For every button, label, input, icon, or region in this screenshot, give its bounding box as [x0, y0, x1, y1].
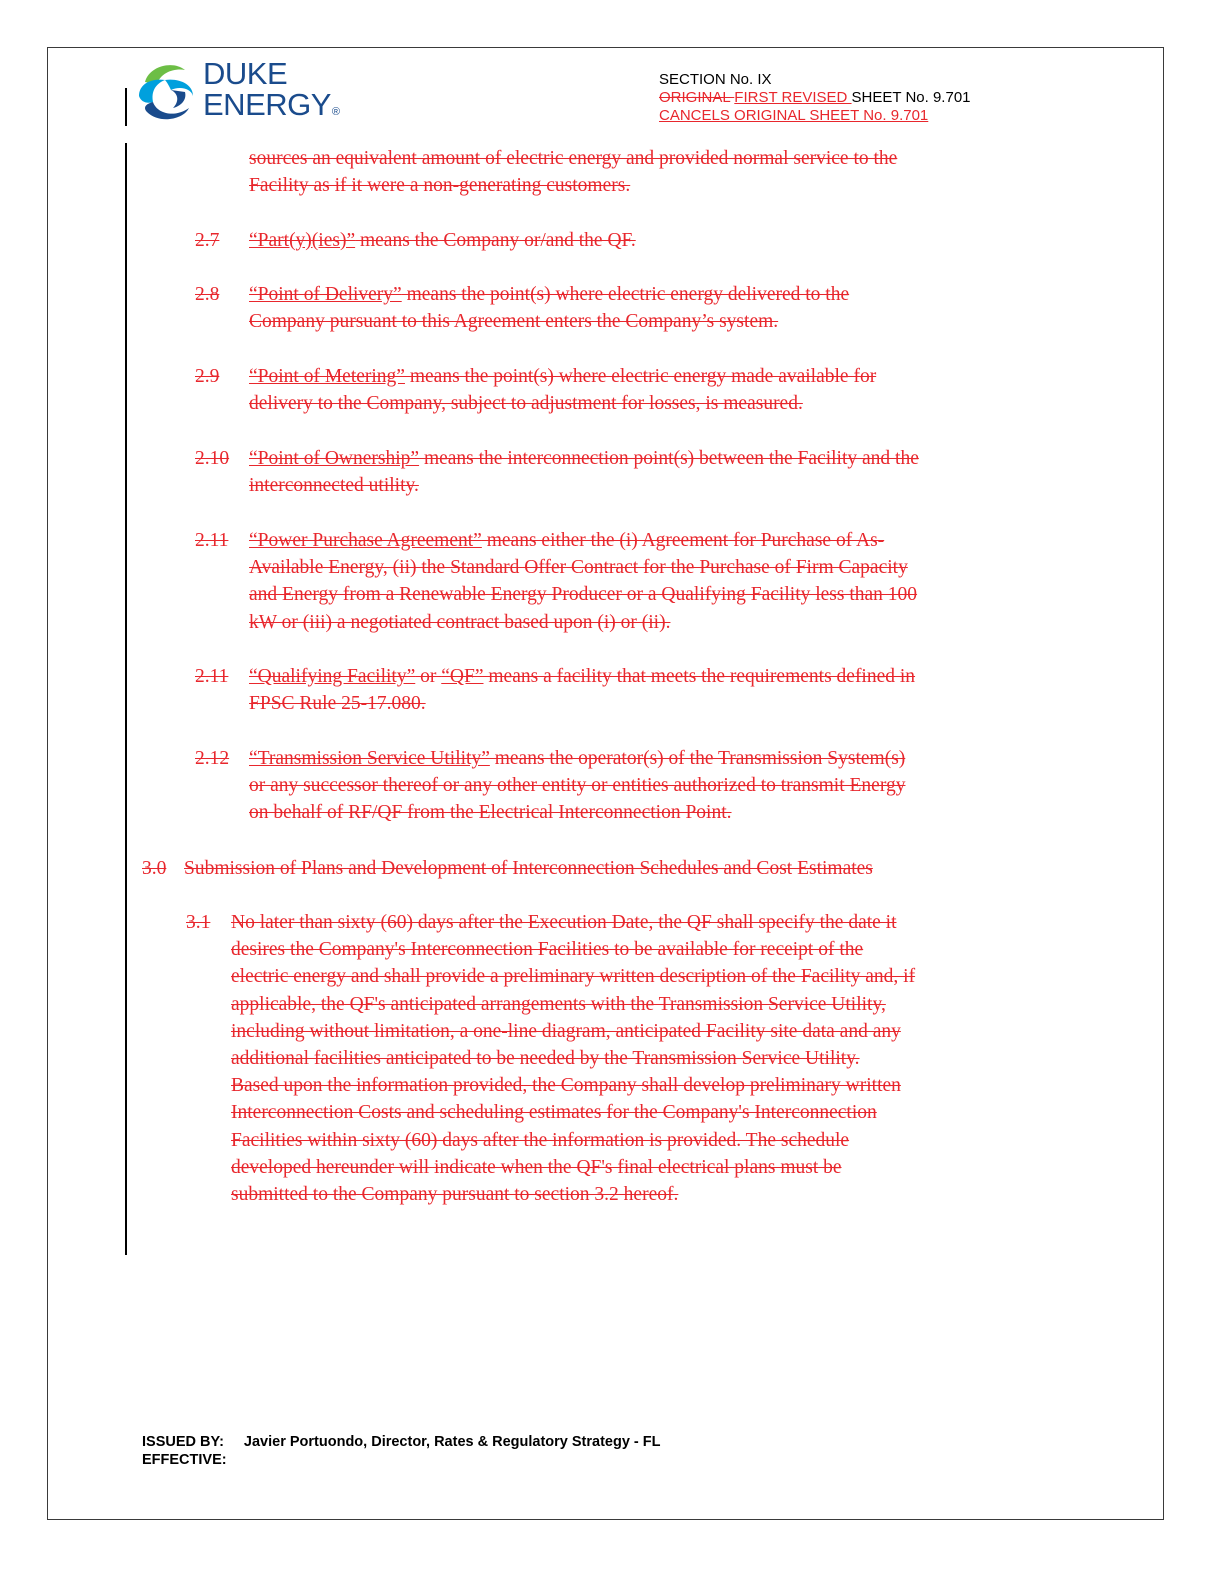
- section-number: 3.0: [142, 858, 167, 879]
- text-fragment: or: [415, 666, 442, 687]
- issued-by-value: Javier Portuondo, Director, Rates & Regulatory Strategy - FL: [243, 1434, 661, 1450]
- defined-term: “Power Purchase Agreement”: [249, 530, 482, 551]
- definition-2-9: [249, 363, 876, 417]
- effective-label: EFFECTIVE:: [142, 1452, 227, 1468]
- text-line: Available Energy, (ii) the Standard Offer Contract for the Purchase of Firm Capacity: [249, 557, 908, 579]
- definition-2-11-power-purchase-agreement: [249, 527, 917, 636]
- text-line: means the operator(s) of the Transmission System(s): [489, 748, 906, 769]
- text-line: desires the Company's Interconnection Facilities to be available for receipt of the: [231, 939, 864, 961]
- logo-registered-mark: ®: [331, 106, 340, 118]
- text-line: delivery to the Company, subject to adjustment for losses, is measured.: [249, 393, 803, 415]
- defined-term: “QF”: [441, 666, 484, 687]
- issued-by-label: ISSUED BY:: [142, 1434, 224, 1450]
- cancels-line: CANCELS ORIGINAL SHEET No. 9.701: [659, 107, 929, 124]
- paragraph-number: 2.9: [195, 366, 220, 387]
- paragraph-3-1: [231, 909, 915, 1208]
- text-line: and Energy from a Renewable Energy Producer or a Qualifying Facility less than 100: [249, 584, 918, 606]
- text-line: or any successor thereof or any other entity or entities authorized to transmit Energy: [249, 775, 906, 797]
- text-line: means the Company or/and the QF.: [355, 230, 636, 251]
- text-line: submitted to the Company pursuant to section 3.2 hereof.: [231, 1184, 679, 1206]
- issued-footer: [142, 1433, 661, 1469]
- text-line: Based upon the information provided, the Company shall develop preliminary written: [231, 1075, 901, 1097]
- definition-2-7: [249, 227, 636, 254]
- text-line: sources an equivalent amount of electric energy and provided normal service to the: [249, 148, 898, 169]
- defined-term: “Point of Metering”: [249, 366, 405, 387]
- paragraph-number: 2.7: [195, 230, 220, 251]
- paragraph-number: 2.10: [195, 448, 230, 469]
- text-line: Facilities within sixty (60) days after the information is provided. The schedule: [231, 1129, 850, 1151]
- text-line: including without limitation, a one-line diagram, anticipated Facility site data and any: [231, 1020, 901, 1042]
- text-line: means a facility that meets the requirements defined in: [483, 666, 916, 687]
- continuation-paragraph: [249, 145, 897, 199]
- logo-wordmark: [203, 58, 340, 128]
- sheet-header: [659, 71, 971, 125]
- section-number: SECTION No. IX: [659, 71, 772, 88]
- defined-term: “Part(y)(ies)”: [249, 230, 356, 251]
- paragraph-number: 2.11: [195, 530, 229, 551]
- text-line: Company pursuant to this Agreement enters the Company’s system.: [249, 311, 779, 333]
- sheet-line: [659, 89, 971, 107]
- text-line: Facility as if it were a non-generating customers.: [249, 175, 631, 197]
- definition-2-10: [249, 445, 919, 499]
- sheet-number: SHEET No. 9.701: [851, 89, 971, 106]
- paragraph-number: 3.1: [186, 912, 211, 933]
- section-3-0-title: Submission of Plans and Development of Interconnection Schedules and Cost Estimates: [184, 858, 873, 879]
- paragraph-number: 2.8: [195, 284, 220, 305]
- text-line: means the interconnection point(s) between the Facility and the: [419, 448, 919, 469]
- text-line: kW or (iii) a negotiated contract based upon (i) or (ii).: [249, 611, 671, 633]
- text-line: means the point(s) where electric energy made available for: [404, 366, 877, 387]
- text-line: means the point(s) where electric energy delivered to the: [401, 284, 850, 305]
- change-bar-header: [125, 88, 127, 126]
- text-line: interconnected utility.: [249, 475, 419, 497]
- text-line: No later than sixty (60) days after the Execution Date, the QF shall specify the date it: [231, 912, 897, 933]
- paragraph-number: 2.11: [195, 666, 229, 687]
- change-bar-body: [125, 143, 127, 1255]
- definition-2-11-qualifying-facility: [249, 663, 915, 717]
- text-line: on behalf of RF/QF from the Electrical Interconnection Point.: [249, 802, 732, 824]
- paragraph-number: 2.12: [195, 748, 230, 769]
- text-line: Interconnection Costs and scheduling estimates for the Company's Interconnection: [231, 1102, 877, 1124]
- defined-term: “Point of Delivery”: [249, 284, 402, 305]
- definition-2-8: [249, 281, 849, 335]
- inserted-revision: FIRST REVISED: [734, 89, 852, 106]
- text-line: developed hereunder will indicate when the QF's final electrical plans must be: [231, 1156, 842, 1178]
- struck-original: ORIGINAL: [659, 89, 735, 106]
- defined-term: “Qualifying Facility”: [249, 666, 416, 687]
- definition-2-12: [249, 745, 905, 827]
- duke-energy-logo: [135, 58, 345, 128]
- duke-energy-swirl-logo-icon: [135, 58, 199, 124]
- defined-term: “Transmission Service Utility”: [249, 748, 490, 769]
- text-line: electric energy and shall provide a preliminary written description of the Facility and, if: [231, 966, 916, 988]
- defined-term: “Point of Ownership”: [249, 448, 420, 469]
- text-line: additional facilities anticipated to be needed by the Transmission Service Utility.: [231, 1048, 860, 1070]
- logo-line-2: ENERGY: [203, 87, 331, 122]
- text-line: means either the (i) Agreement for Purchase of As-: [481, 530, 885, 551]
- logo-line-1: DUKE: [203, 56, 288, 91]
- text-line: applicable, the QF's anticipated arrangements with the Transmission Service Utility,: [231, 993, 886, 1015]
- text-line: FPSC Rule 25-17.080.: [249, 693, 426, 715]
